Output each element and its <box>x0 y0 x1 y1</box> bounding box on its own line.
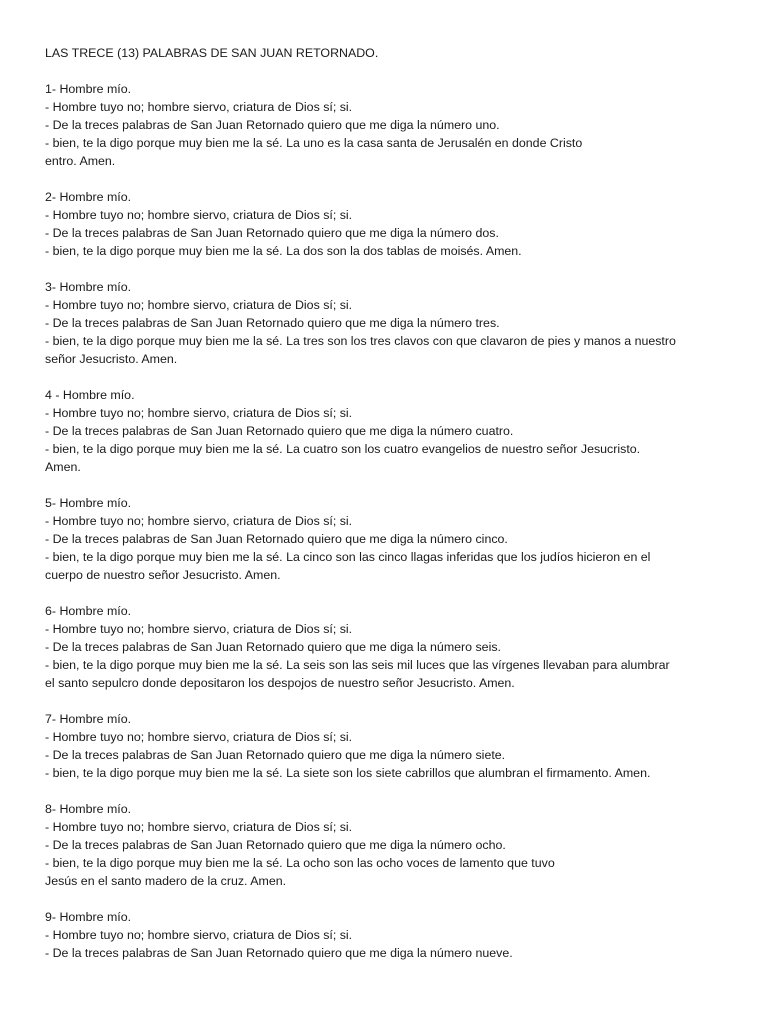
stanza-line: - Hombre tuyo no; hombre siervo, criatura de Dios sí; si. <box>45 208 353 222</box>
stanza-line: 4 - Hombre mío. <box>45 388 135 402</box>
stanza-2 <box>45 188 735 260</box>
stanza-line: - bien, te la digo porque muy bien me la sé. La seis son las seis mil luces que las vírgenes llevaban para alumbrar <box>45 658 670 672</box>
stanza-line: - De la treces palabras de San Juan Retornado quiero que me diga la número siete. <box>45 748 506 762</box>
document-title: LAS TRECE (13) PALABRAS DE SAN JUAN RETORNADO. <box>45 46 379 60</box>
stanza-3 <box>45 278 735 368</box>
stanza-line: el santo sepulcro donde depositaron los despojos de nuestro señor Jesucristo. Amen. <box>45 676 515 690</box>
stanza-line: 5- Hombre mío. <box>45 496 132 510</box>
stanza-line: - bien, te la digo porque muy bien me la sé. La dos son la dos tablas de moisés. Amen. <box>45 244 522 258</box>
stanza-line: - Hombre tuyo no; hombre siervo, criatura de Dios sí; si. <box>45 298 353 312</box>
stanza-line: - Hombre tuyo no; hombre siervo, criatura de Dios sí; si. <box>45 622 353 636</box>
stanza-line: - De la treces palabras de San Juan Retornado quiero que me diga la número cuatro. <box>45 424 514 438</box>
stanza-line: - Hombre tuyo no; hombre siervo, criatura de Dios sí; si. <box>45 514 353 528</box>
stanza-line: Jesús en el santo madero de la cruz. Amen. <box>45 874 287 888</box>
stanza-line: - De la treces palabras de San Juan Retornado quiero que me diga la número uno. <box>45 118 500 132</box>
stanza-line: - Hombre tuyo no; hombre siervo, criatura de Dios sí; si. <box>45 100 353 114</box>
stanza-line: - Hombre tuyo no; hombre siervo, criatura de Dios sí; si. <box>45 406 353 420</box>
stanza-line: 3- Hombre mío. <box>45 280 132 294</box>
document-body <box>45 80 735 962</box>
stanza-8 <box>45 800 735 890</box>
stanza-7 <box>45 710 735 782</box>
stanza-line: - De la treces palabras de San Juan Retornado quiero que me diga la número seis. <box>45 640 501 654</box>
stanza-line: - Hombre tuyo no; hombre siervo, criatura de Dios sí; si. <box>45 928 353 942</box>
stanza-line: - De la treces palabras de San Juan Retornado quiero que me diga la número cinco. <box>45 532 508 546</box>
stanza-line: - Hombre tuyo no; hombre siervo, criatura de Dios sí; si. <box>45 820 353 834</box>
stanza-line: - De la treces palabras de San Juan Retornado quiero que me diga la número tres. <box>45 316 500 330</box>
stanza-line: señor Jesucristo. Amen. <box>45 352 178 366</box>
stanza-9 <box>45 908 735 962</box>
stanza-line: - bien, te la digo porque muy bien me la sé. La cuatro son los cuatro evangelios de nuestro señor Jesucristo. <box>45 442 641 456</box>
stanza-5 <box>45 494 735 584</box>
stanza-line: 9- Hombre mío. <box>45 910 132 924</box>
stanza-4 <box>45 386 735 476</box>
stanza-line: - bien, te la digo porque muy bien me la sé. La ocho son las ocho voces de lamento que tuvo <box>45 856 555 870</box>
stanza-line: entro. Amen. <box>45 154 116 168</box>
stanza-line: - bien, te la digo porque muy bien me la sé. La siete son los siete cabrillos que alumbran el firmamento. Amen. <box>45 766 651 780</box>
stanza-line: - De la treces palabras de San Juan Retornado quiero que me diga la número nueve. <box>45 946 513 960</box>
document-page <box>45 44 735 980</box>
stanza-line: 1- Hombre mío. <box>45 82 132 96</box>
stanza-line: Amen. <box>45 460 81 474</box>
stanza-line: cuerpo de nuestro señor Jesucristo. Amen. <box>45 568 281 582</box>
stanza-line: 8- Hombre mío. <box>45 802 132 816</box>
stanza-line: - bien, te la digo porque muy bien me la sé. La uno es la casa santa de Jerusalén en donde Cristo <box>45 136 583 150</box>
stanza-6 <box>45 602 735 692</box>
stanza-line: - bien, te la digo porque muy bien me la sé. La cinco son las cinco llagas inferidas que los judíos hicieron en el <box>45 550 651 564</box>
stanza-line: 6- Hombre mío. <box>45 604 132 618</box>
stanza-1 <box>45 80 735 170</box>
stanza-line: - De la treces palabras de San Juan Retornado quiero que me diga la número ocho. <box>45 838 506 852</box>
stanza-line: - bien, te la digo porque muy bien me la sé. La tres son los tres clavos con que clavaron de pies y manos a nuestro <box>45 334 676 348</box>
stanza-line: - Hombre tuyo no; hombre siervo, criatura de Dios sí; si. <box>45 730 353 744</box>
stanza-line: 2- Hombre mío. <box>45 190 132 204</box>
stanza-line: - De la treces palabras de San Juan Retornado quiero que me diga la número dos. <box>45 226 499 240</box>
stanza-line: 7- Hombre mío. <box>45 712 132 726</box>
